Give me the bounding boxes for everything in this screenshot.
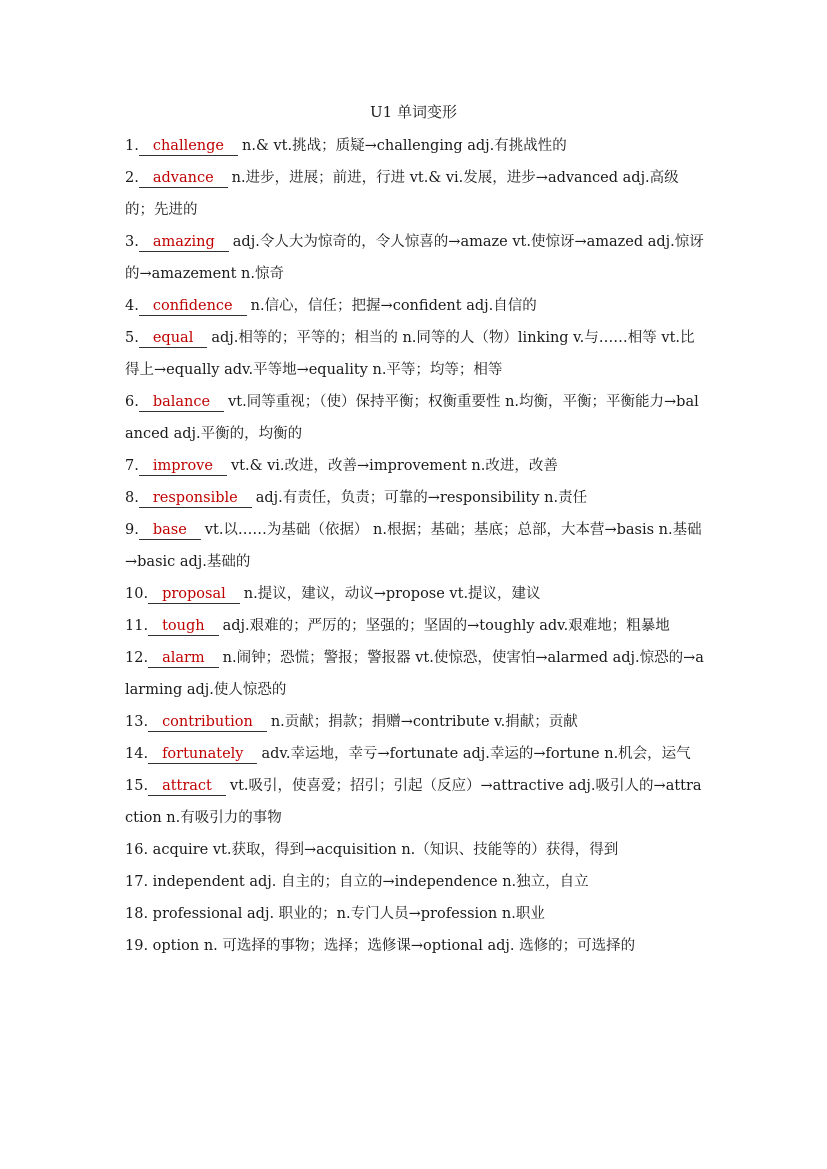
entry-number: 4. bbox=[125, 298, 139, 314]
entry-definition: n.& vt.挑战；质疑→challenging adj.有挑战性的 bbox=[242, 138, 567, 154]
entry-number: 1. bbox=[125, 138, 139, 154]
vocab-entry bbox=[125, 290, 705, 322]
vocab-entry bbox=[125, 898, 705, 930]
answer-blank: improve bbox=[139, 457, 227, 476]
entry-definition: acquire vt.获取，得到→acquisition n.（知识、技能等的）获得，得到 bbox=[152, 842, 619, 858]
entry-number: 18. bbox=[125, 906, 149, 922]
entry-definition: n.提议，建议，动议→propose vt.提议，建议 bbox=[243, 586, 541, 602]
vocab-entry bbox=[125, 610, 705, 642]
answer-blank: confidence bbox=[139, 297, 247, 316]
entry-number: 17. bbox=[125, 874, 149, 890]
entry-number: 19. bbox=[125, 938, 149, 954]
vocab-entry bbox=[125, 642, 705, 706]
vocab-entry bbox=[125, 706, 705, 738]
entry-number: 7. bbox=[125, 458, 139, 474]
entry-number: 5. bbox=[125, 330, 139, 346]
entry-number: 14. bbox=[125, 746, 149, 762]
vocab-entry bbox=[125, 930, 705, 962]
vocab-entry bbox=[125, 450, 705, 482]
entry-number: 11. bbox=[125, 618, 149, 634]
vocab-entry bbox=[125, 738, 705, 770]
entry-number: 6. bbox=[125, 394, 139, 410]
entry-definition: option n. 可选择的事物；选择；选修课→optional adj. 选修的；可选择的 bbox=[152, 938, 636, 954]
entry-definition: n.信心，信任；把握→confident adj.自信的 bbox=[250, 298, 537, 314]
entry-number: 2. bbox=[125, 170, 139, 186]
entry-definition: adv.幸运地，幸亏→fortunate adj.幸运的→fortune n.机会，运气 bbox=[261, 746, 691, 762]
page-title: U1 单词变形 bbox=[370, 103, 457, 121]
answer-blank: tough bbox=[148, 617, 219, 636]
answer-blank: amazing bbox=[139, 233, 229, 252]
entry-definition: n.闹钟；恐慌；警报；警报器 vt.使惊恐，使害怕→alarmed adj.惊恐的→alarming adj.使人惊恐的 bbox=[125, 650, 704, 698]
vocab-entry bbox=[125, 130, 705, 162]
entry-number: 12. bbox=[125, 650, 149, 666]
entry-number: 9. bbox=[125, 522, 139, 538]
entry-definition: n.进步，进展；前进，行进 vt.& vi.发展，进步→advanced adj.高级的；先进的 bbox=[125, 170, 679, 218]
entry-definition: vt.同等重视；（使）保持平衡；权衡重要性 n.均衡，平衡；平衡能力→balanced adj.平衡的，均衡的 bbox=[125, 394, 699, 442]
answer-blank: attract bbox=[148, 777, 226, 796]
answer-blank: fortunately bbox=[148, 745, 257, 764]
answer-blank: alarm bbox=[148, 649, 219, 668]
vocab-entry bbox=[125, 866, 705, 898]
vocab-entry bbox=[125, 770, 705, 834]
answer-blank: proposal bbox=[148, 585, 240, 604]
answer-blank: challenge bbox=[139, 137, 238, 156]
entry-definition: adj.令人大为惊奇的，令人惊喜的→amaze vt.使惊讶→amazed adj.惊讶的→amazement n.惊奇 bbox=[125, 234, 704, 282]
vocab-entry bbox=[125, 386, 705, 450]
entry-definition: n.贡献；捐款；捐赠→contribute v.捐献；贡献 bbox=[270, 714, 578, 730]
entry-definition: independent adj. 自主的；自立的→independence n.独立，自立 bbox=[152, 874, 589, 890]
vocab-entry bbox=[125, 162, 705, 226]
entry-definition: professional adj. 职业的；n.专门人员→profession n.职业 bbox=[152, 906, 545, 922]
answer-blank: advance bbox=[139, 169, 228, 188]
entry-definition: adj.相等的；平等的；相当的 n.同等的人（物）linking v.与……相等 vt.比得上→equally adv.平等地→equality n.平等；均等；相等 bbox=[125, 330, 695, 378]
answer-blank: responsible bbox=[139, 489, 252, 508]
entry-number: 16. bbox=[125, 842, 149, 858]
vocab-entry bbox=[125, 322, 705, 386]
vocab-list bbox=[125, 130, 705, 962]
entry-definition: vt.& vi.改进，改善→improvement n.改进，改善 bbox=[230, 458, 558, 474]
entry-definition: vt.吸引，使喜爱；招引；引起（反应）→attractive adj.吸引人的→attraction n.有吸引力的事物 bbox=[125, 778, 702, 826]
entry-number: 10. bbox=[125, 586, 149, 602]
vocab-entry bbox=[125, 578, 705, 610]
answer-blank: balance bbox=[139, 393, 224, 412]
entry-definition: adj.有责任，负责；可靠的→responsibility n.责任 bbox=[255, 490, 588, 506]
vocab-entry bbox=[125, 834, 705, 866]
entry-number: 15. bbox=[125, 778, 149, 794]
answer-blank: base bbox=[139, 521, 201, 540]
vocab-entry bbox=[125, 514, 705, 578]
entry-definition: vt.以……为基础（依据） n.根据；基础；基底；总部，大本营→basis n.基础→basic adj.基础的 bbox=[125, 522, 702, 570]
vocab-entry bbox=[125, 482, 705, 514]
entry-number: 13. bbox=[125, 714, 149, 730]
answer-blank: equal bbox=[139, 329, 207, 348]
entry-number: 3. bbox=[125, 234, 139, 250]
answer-blank: contribution bbox=[148, 713, 267, 732]
entry-number: 8. bbox=[125, 490, 139, 506]
entry-definition: adj.艰难的；严厉的；坚强的；坚固的→toughly adv.艰难地；粗暴地 bbox=[222, 618, 670, 634]
vocab-entry bbox=[125, 226, 705, 290]
